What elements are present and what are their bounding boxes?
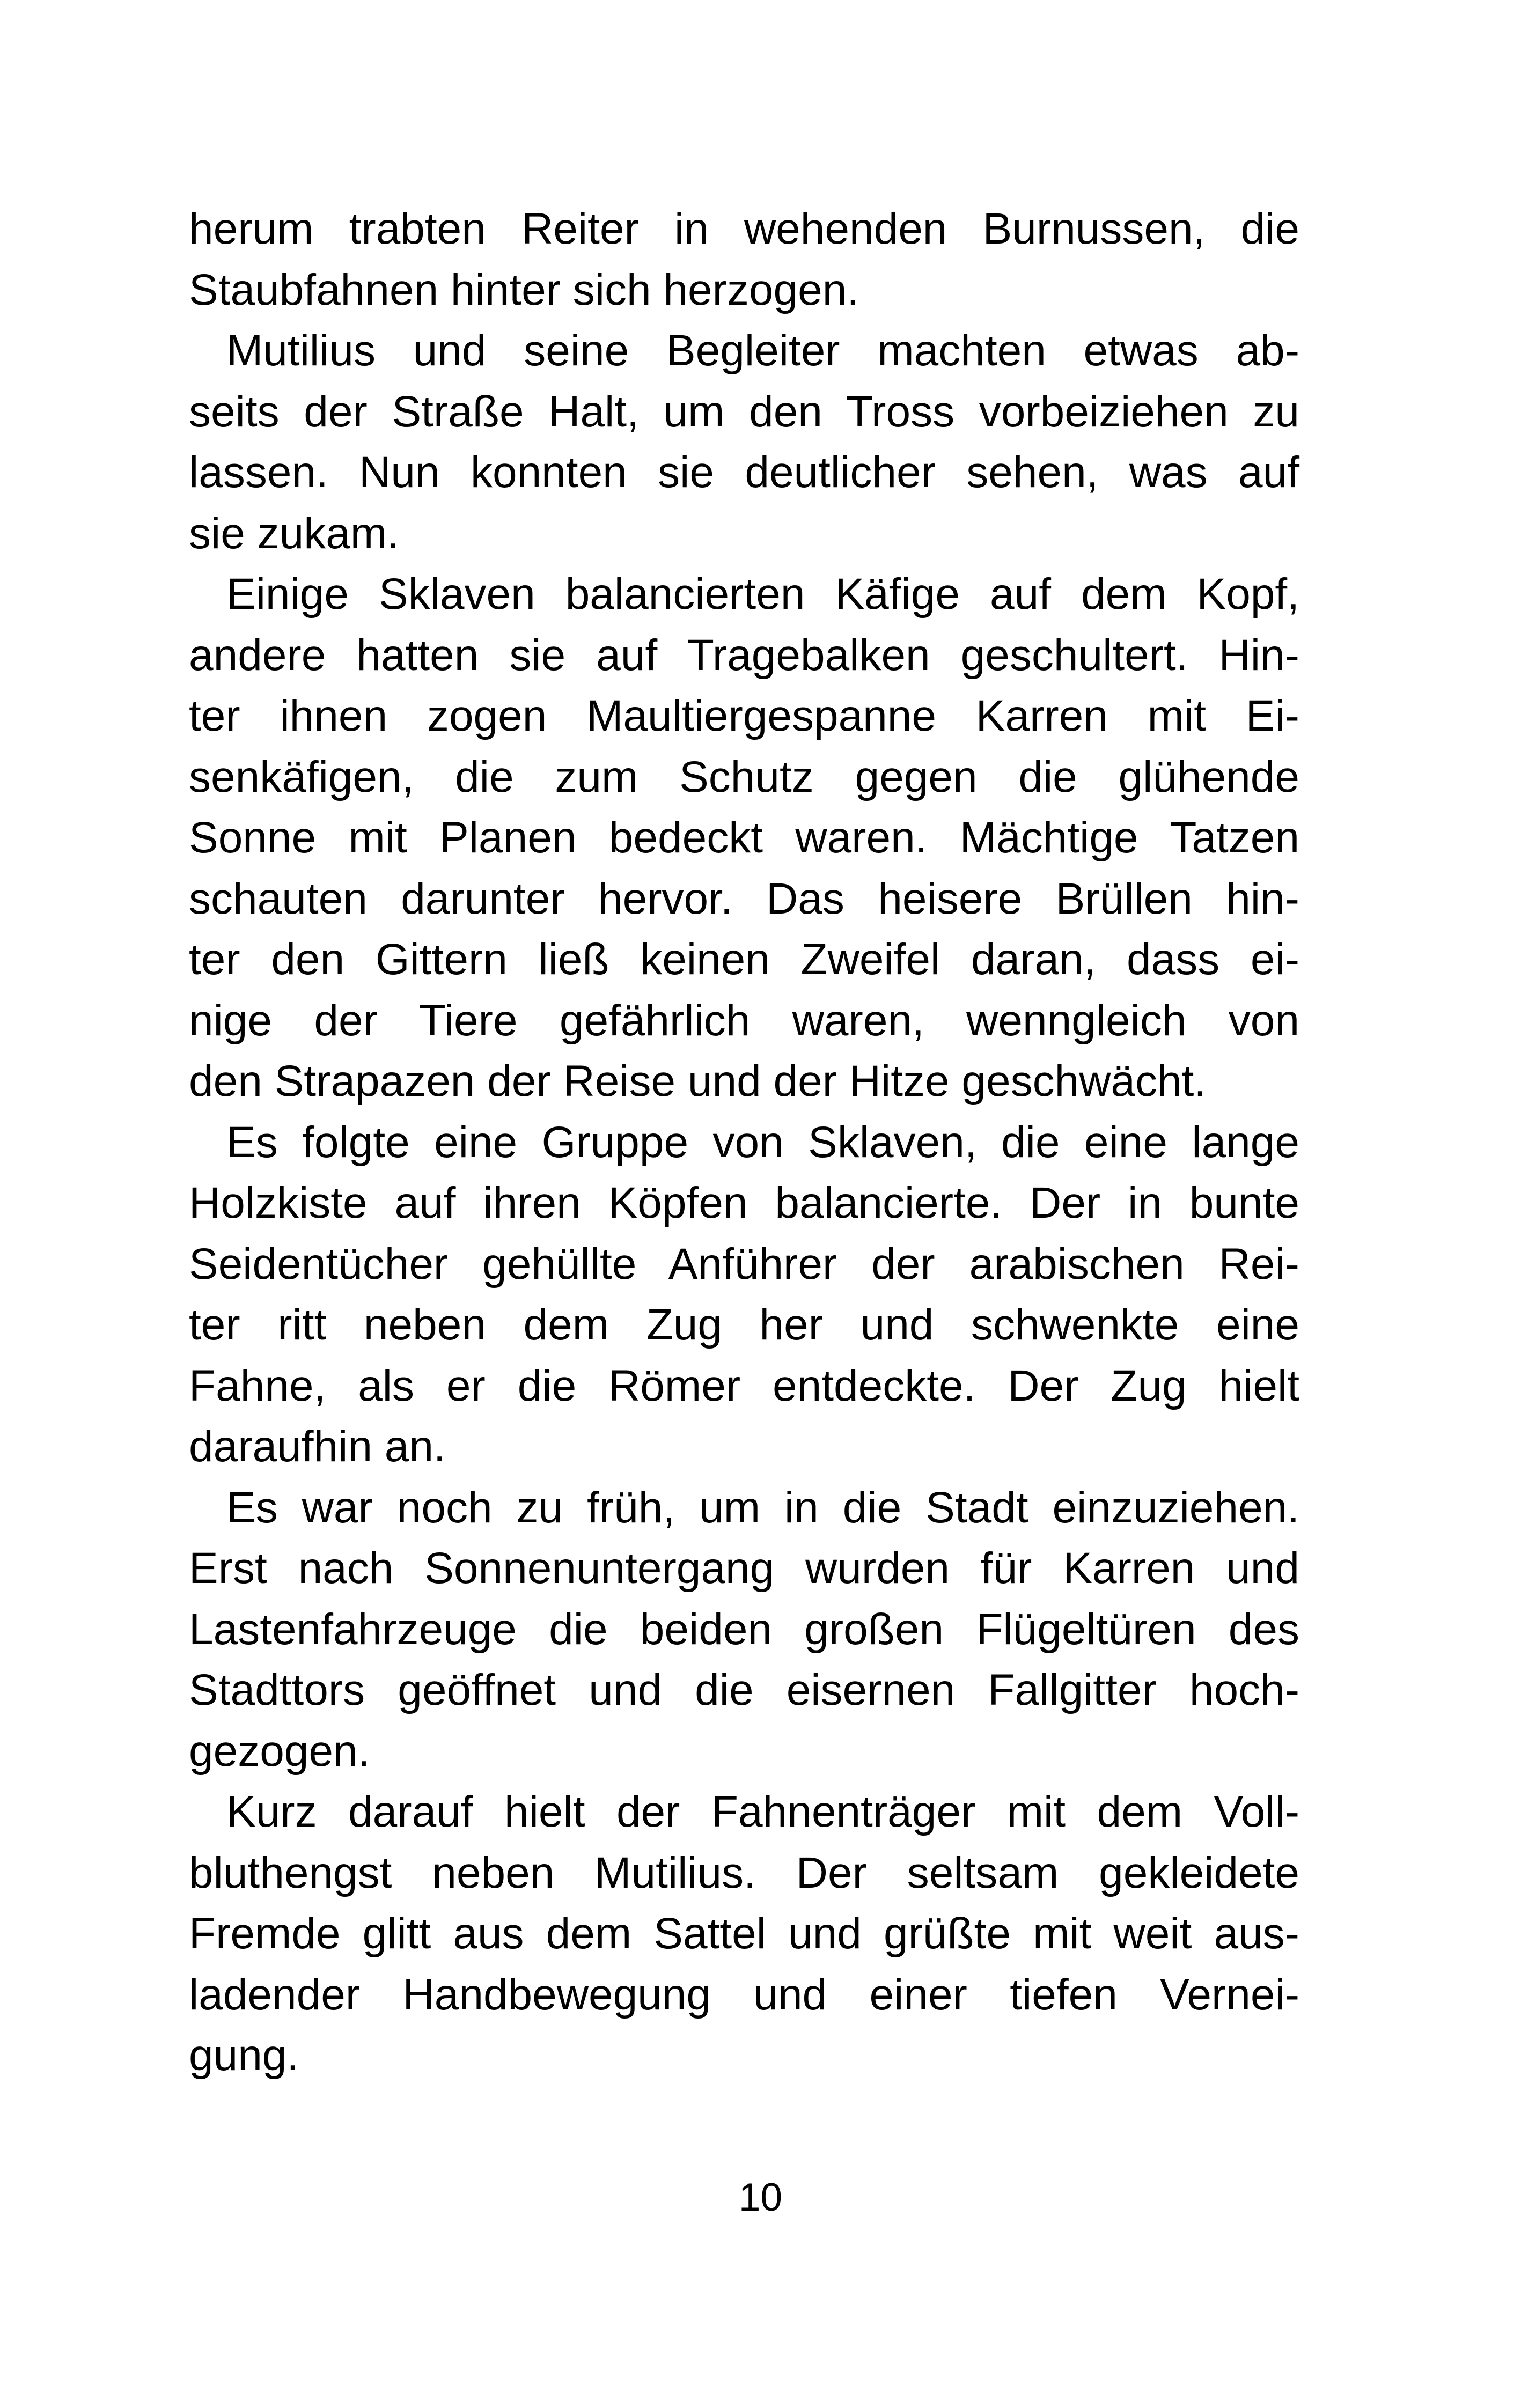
text-line: ter ritt neben dem Zug her und schwenkte eine: [189, 1300, 1299, 1349]
text-line: ladender Handbewegung und einer tiefen Vernei-: [189, 1970, 1299, 2019]
text-line: lassen. Nun konnten sie deutlicher sehen, was auf: [189, 448, 1299, 497]
text-line: Einige Sklaven balancierten Käfige auf dem Kopf,: [226, 570, 1299, 618]
text-line: bluthengst neben Mutilius. Der seltsam gekleidete: [189, 1848, 1299, 1897]
text-line: Lastenfahrzeuge die beiden großen Flügeltüren des: [189, 1604, 1299, 1654]
text-line: Sonne mit Planen bedeckt waren. Mächtige Tatzen: [189, 813, 1299, 862]
text-line: herum trabten Reiter in wehenden Burnussen, die: [189, 204, 1299, 253]
text-line: gezogen.: [189, 1726, 370, 1776]
text-line: Es war noch zu früh, um in die Stadt einzuziehen.: [226, 1483, 1299, 1532]
text-line: nige der Tiere gefährlich waren, wenngleich von: [189, 996, 1299, 1045]
text-line: seits der Straße Halt, um den Tross vorbeiziehen zu: [189, 387, 1299, 436]
text-line: ter den Gittern ließ keinen Zweifel daran, dass ei-: [189, 935, 1299, 984]
text-line: sie zukam.: [189, 509, 399, 558]
text-line: Fremde glitt aus dem Sattel und grüßte mit weit aus-: [189, 1909, 1299, 1958]
body-text: [189, 198, 1299, 2086]
text-line: senkäfigen, die zum Schutz gegen die glühende: [189, 752, 1299, 801]
text-line: daraufhin an.: [189, 1422, 446, 1471]
text-line: Holzkiste auf ihren Köpfen balancierte. Der in bunte: [189, 1179, 1299, 1227]
text-line: Stadttors geöffnet und die eisernen Fallgitter hoch-: [189, 1666, 1299, 1714]
text-line: Fahne, als er die Römer entdeckte. Der Zug hielt: [189, 1361, 1299, 1410]
text-line: Mutilius und seine Begleiter machten etwas ab-: [226, 326, 1299, 375]
text-line: andere hatten sie auf Tragebalken geschultert. Hin-: [189, 630, 1299, 680]
text-line: Kurz darauf hielt der Fahnenträger mit dem Voll-: [226, 1787, 1299, 1836]
text-line: schauten darunter hervor. Das heisere Brüllen hin-: [189, 874, 1299, 923]
text-line: Es folgte eine Gruppe von Sklaven, die eine lange: [226, 1117, 1299, 1167]
text-line: Staubfahnen hinter sich herzogen.: [189, 265, 859, 314]
text-line: Erst nach Sonnenuntergang wurden für Karren und: [189, 1544, 1299, 1593]
page-number: 10: [738, 2176, 783, 2219]
text-line: ter ihnen zogen Maultiergespanne Karren mit Ei-: [189, 691, 1299, 740]
text-line: den Strapazen der Reise und der Hitze geschwächt.: [189, 1057, 1207, 1106]
text-line: Seidentücher gehüllte Anführer der arabischen Rei-: [189, 1239, 1299, 1288]
text-line: gung.: [189, 2031, 299, 2080]
